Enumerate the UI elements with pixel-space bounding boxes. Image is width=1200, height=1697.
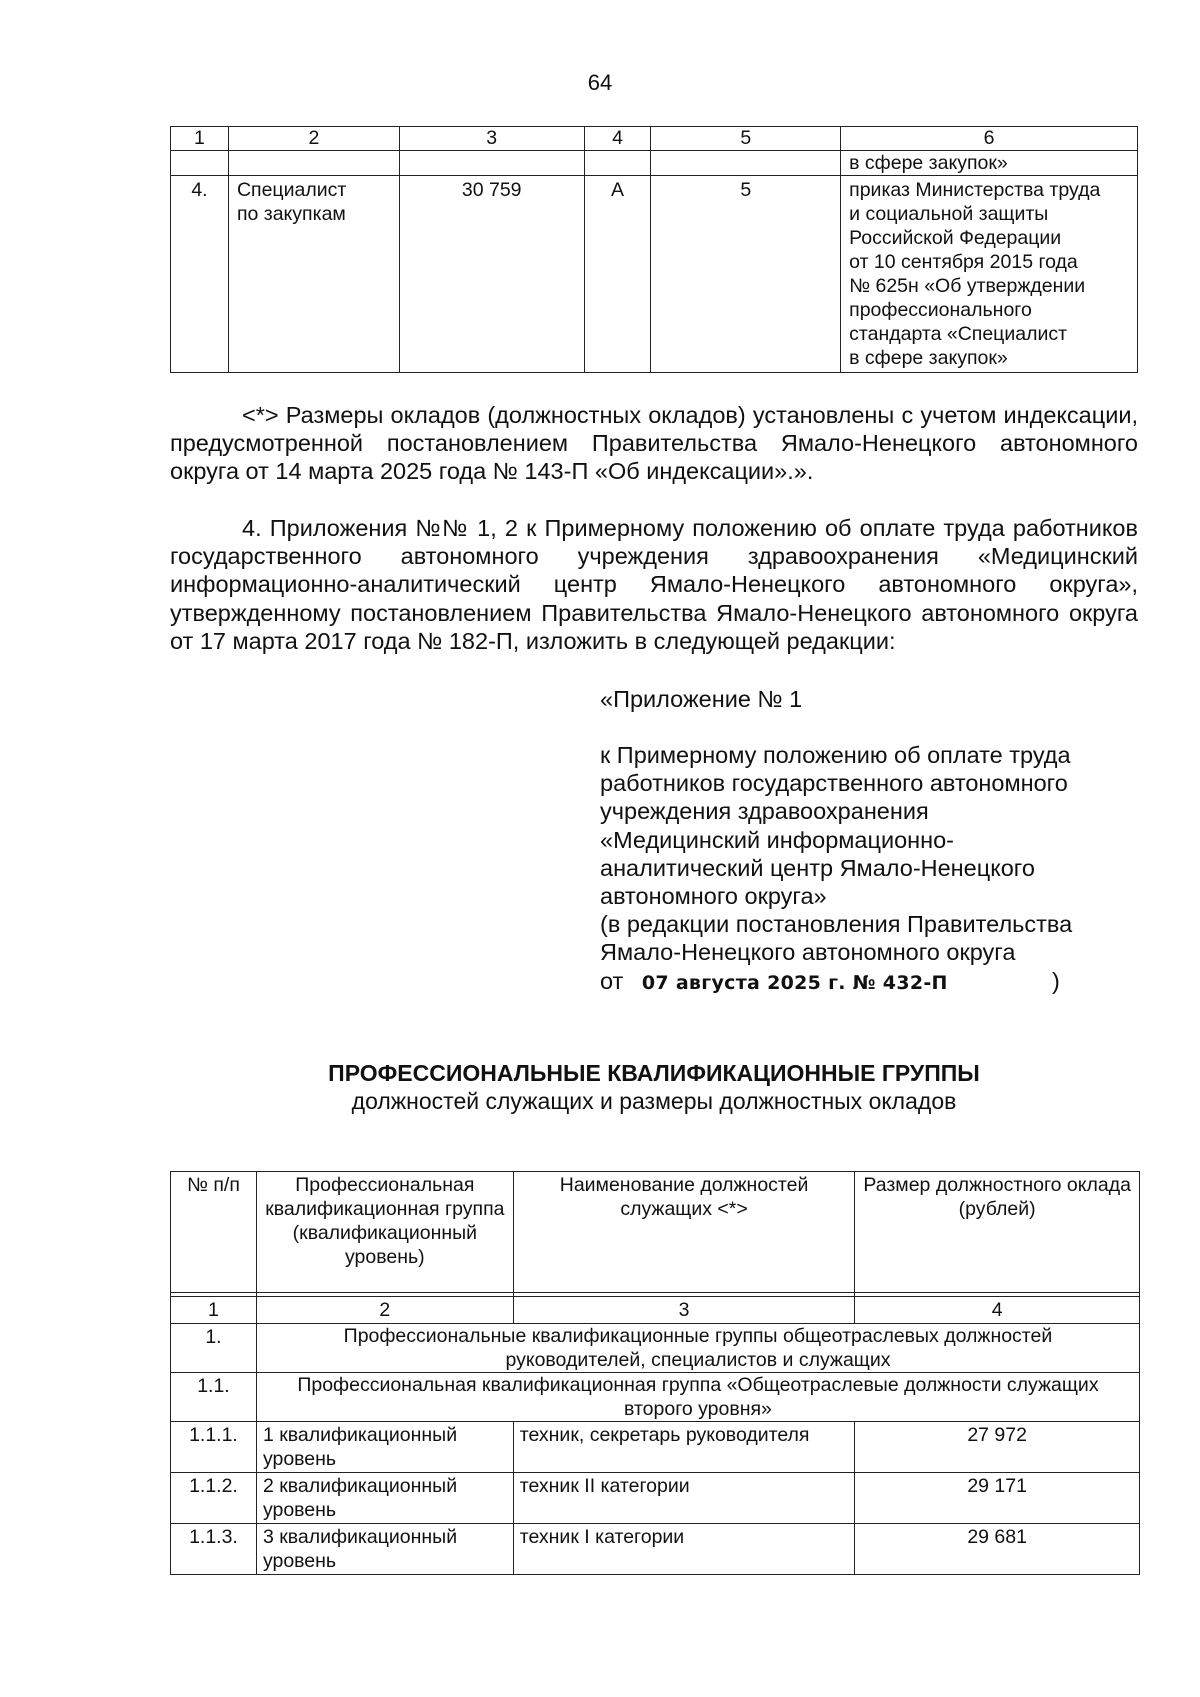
col-number: 4 bbox=[855, 1297, 1140, 1324]
col-number: 3 bbox=[399, 127, 584, 151]
appendix-line: (в редакции постановления Правительства bbox=[600, 911, 1073, 938]
footnote-paragraph: <*> Размеры окладов (должностных окладов) установлены с учетом индексации, предусмотренной постановлением Правительства Ямало-Ненецкого автономного округа от 14 марта 2025 года № 143-П «Об индексации».». bbox=[170, 402, 1138, 485]
col-number: 4 bbox=[584, 127, 651, 151]
basis-line: приказ Министерства труда bbox=[849, 179, 1101, 201]
basis-line: профессионального bbox=[849, 299, 1032, 321]
header-row bbox=[171, 1172, 1140, 1293]
table-row bbox=[171, 1524, 1140, 1575]
heading-subtitle: должностей служащих и размеры должностных окладов bbox=[351, 1088, 957, 1114]
appendix-date-line bbox=[600, 967, 1160, 997]
positions-cell: техник I категории bbox=[513, 1524, 855, 1575]
row-number: 1.1.1. bbox=[171, 1422, 257, 1473]
col-number: 3 bbox=[513, 1297, 855, 1324]
salary-cell: 29 171 bbox=[855, 1473, 1140, 1524]
subsection-row bbox=[171, 1373, 1140, 1422]
col-number: 6 bbox=[841, 127, 1138, 151]
appendix-date-prefix: от bbox=[600, 967, 624, 994]
appendix-line: автономного округа» bbox=[600, 883, 827, 910]
column-numbers-row bbox=[171, 1297, 1140, 1324]
col-number: 2 bbox=[228, 127, 399, 151]
appendix-line: «Медицинский информационно- bbox=[600, 826, 954, 853]
continuation-cell: в сфере закупок» bbox=[841, 151, 1138, 176]
top-table bbox=[170, 126, 1138, 373]
basis-cell bbox=[841, 176, 1138, 373]
level-cell: 2 квалификационный уровень bbox=[256, 1473, 513, 1524]
basis-line: от 10 сентября 2015 года bbox=[849, 251, 1078, 273]
appendix-line: работников государственного автономного bbox=[600, 770, 1068, 797]
col-number: 2 bbox=[256, 1297, 513, 1324]
position-cell bbox=[228, 176, 399, 373]
basis-line: Российской Федерации bbox=[849, 227, 1062, 249]
subsection-title: Профессиональная квалификационная группа «Общеотраслевые должности служащих второго уровня» bbox=[256, 1373, 1139, 1422]
heading-title: ПРОФЕССИОНАЛЬНЫЕ КВАЛИФИКАЦИОННЫЕ ГРУППЫ bbox=[328, 1060, 980, 1086]
basis-line: и социальной защиты bbox=[849, 203, 1049, 225]
appendix-line: Ямало-Ненецкого автономного округа bbox=[600, 939, 1016, 966]
table-row bbox=[171, 176, 1138, 373]
column-numbers-row bbox=[171, 127, 1138, 151]
col-number: 1 bbox=[171, 127, 229, 151]
position-line: Специалист bbox=[236, 179, 347, 201]
appendix-close-paren: ) bbox=[1052, 967, 1060, 994]
appendix-date: 07 августа 2025 г. № 432-П bbox=[641, 971, 948, 994]
appendix-line: к Примерному положению об оплате труда bbox=[600, 742, 1071, 768]
section-title: Профессиональные квалификационные группы общеотраслевых должностей руководителей, специалистов и служащих bbox=[256, 1324, 1139, 1373]
header-cell: Профессиональная квалификационная группа (квалификационный уровень) bbox=[256, 1172, 513, 1293]
row-number: 1.1.3. bbox=[171, 1524, 257, 1575]
section-row bbox=[171, 1324, 1140, 1373]
col-number: 5 bbox=[651, 127, 841, 151]
continuation-row bbox=[171, 151, 1138, 176]
level-cell: 3 квалификационный уровень bbox=[256, 1524, 513, 1575]
header-cell: Размер должностного оклада (рублей) bbox=[855, 1172, 1140, 1293]
basis-line: № 625н «Об утверждении bbox=[849, 275, 1086, 297]
appendix-line: аналитический центр Ямало-Ненецкого bbox=[600, 854, 1035, 881]
appendix-line: учреждения здравоохранения bbox=[600, 798, 929, 825]
row-number: 1.1.2. bbox=[171, 1473, 257, 1524]
basis-line: в сфере закупок» bbox=[849, 347, 1008, 369]
item-4-paragraph: 4. Приложения №№ 1, 2 к Примерному положению об оплате труда работников государственного автономного учреждения здравоохранения «Медицинский информационно-аналитический центр Ямало-Ненецкого автономного округа», утвержденному постановлением Правительства Ямало-Ненецкого автономного округа от 17 марта 2017 года № 182-П, изложить в следующей редакции: bbox=[170, 515, 1138, 654]
section-number: 1. bbox=[171, 1324, 257, 1373]
subsection-number: 1.1. bbox=[171, 1373, 257, 1422]
heading bbox=[170, 1059, 1138, 1115]
category-cell: А bbox=[584, 176, 651, 373]
level-cell: 1 квалификационный уровень bbox=[256, 1422, 513, 1473]
appendix-block bbox=[600, 741, 1160, 997]
positions-cell: техник II категории bbox=[513, 1473, 855, 1524]
row-number: 4. bbox=[171, 176, 229, 373]
salary-cell: 30 759 bbox=[399, 176, 584, 373]
level-cell: 5 bbox=[651, 176, 841, 373]
table-row bbox=[171, 1422, 1140, 1473]
salary-cell: 29 681 bbox=[855, 1524, 1140, 1575]
table-row bbox=[171, 1473, 1140, 1524]
salary-cell: 27 972 bbox=[855, 1422, 1140, 1473]
main-table bbox=[170, 1171, 1140, 1575]
basis-line: стандарта «Специалист bbox=[849, 323, 1068, 345]
header-cell: Наименование должностей служащих <*> bbox=[513, 1172, 855, 1293]
position-line: по закупкам bbox=[236, 203, 346, 225]
col-number: 1 bbox=[171, 1297, 257, 1324]
appendix-title: «Приложение № 1 bbox=[600, 686, 803, 712]
header-cell: № п/п bbox=[171, 1172, 257, 1293]
page-number: 64 bbox=[587, 70, 613, 95]
positions-cell: техник, секретарь руководителя bbox=[513, 1422, 855, 1473]
